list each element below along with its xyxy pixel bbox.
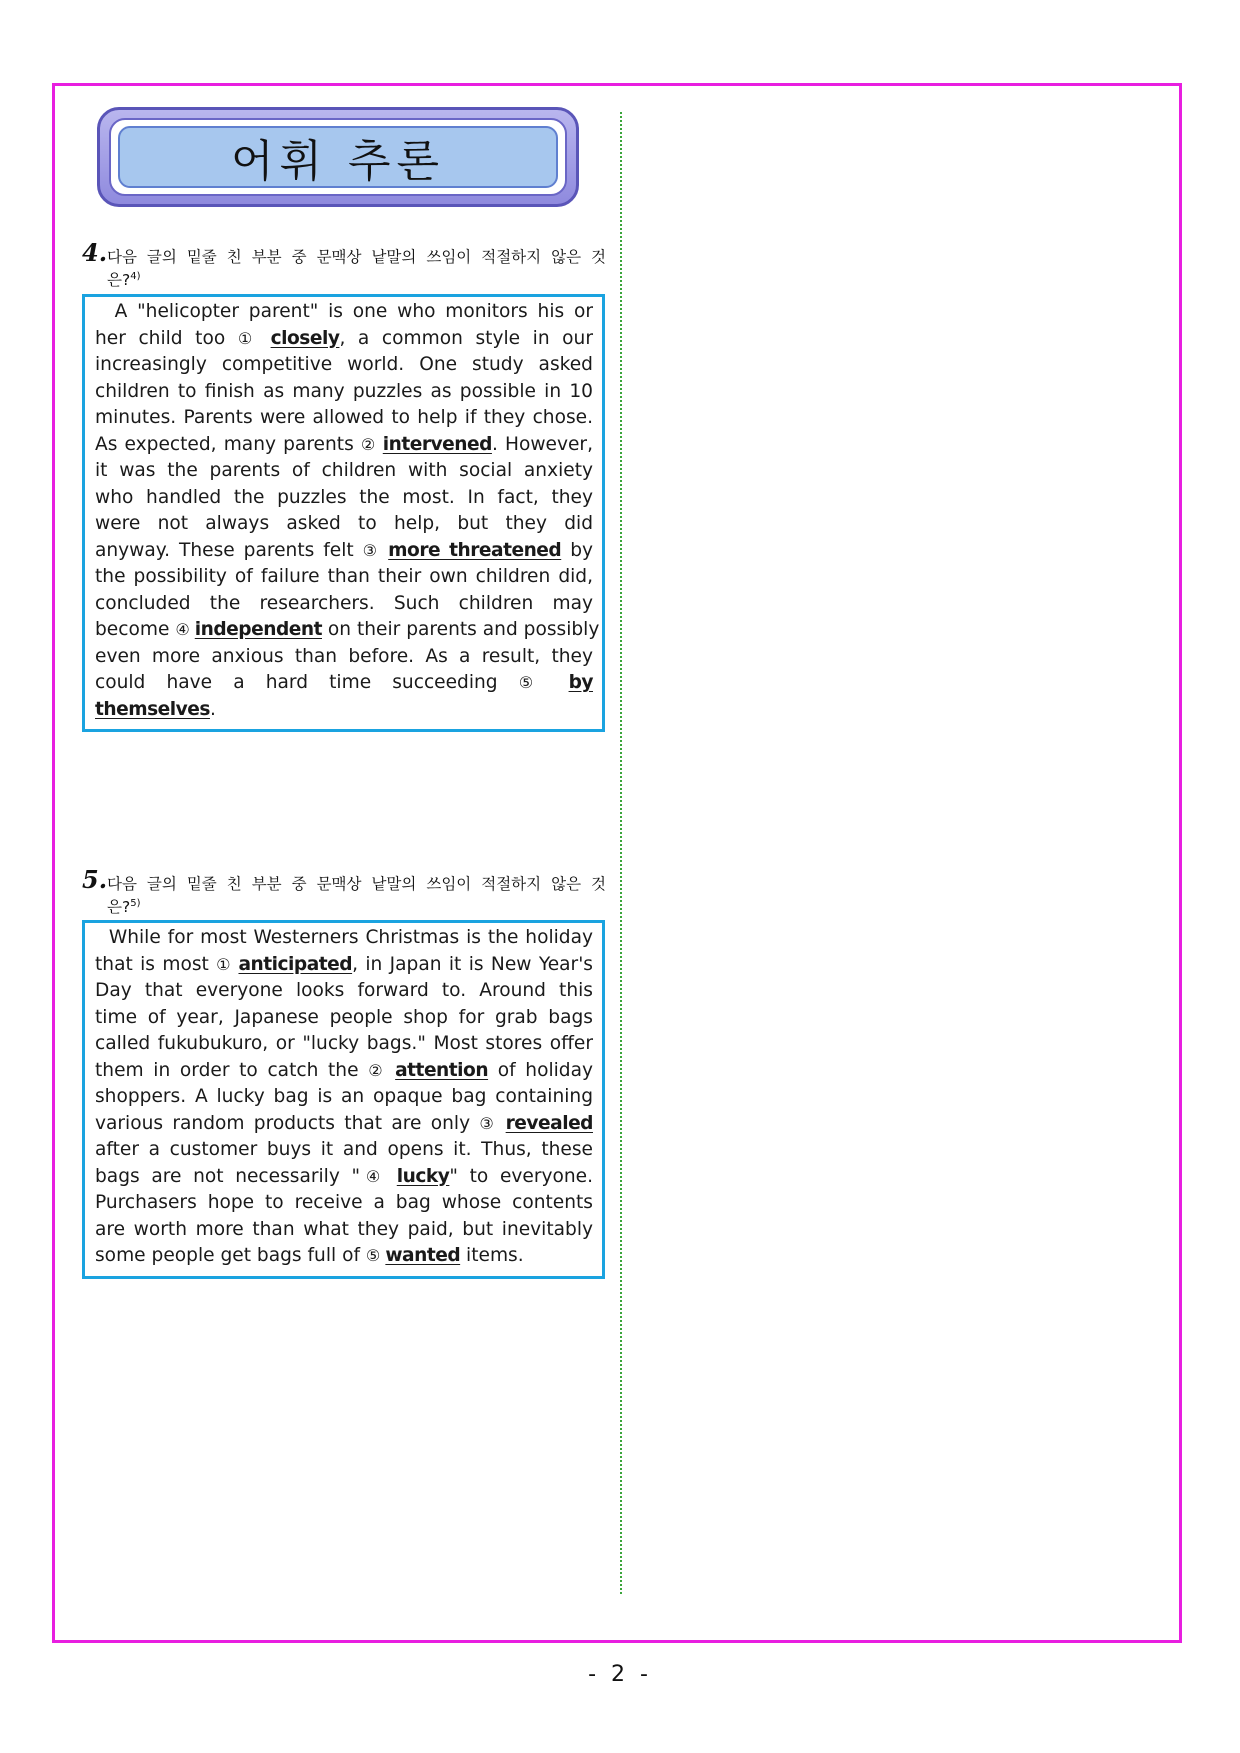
underlined-word: lucky [396, 1165, 450, 1187]
passage-line [95, 326, 593, 353]
passage-text: . [209, 698, 216, 720]
passage-line [95, 1111, 593, 1138]
passage-line [95, 1190, 593, 1217]
passage-text: some people get bags full of [95, 1245, 366, 1266]
choice-marker: ① [237, 328, 271, 348]
passage-line [95, 1005, 593, 1032]
passage-line [95, 617, 600, 644]
passage-text: the possibility of failure than their own children did, [95, 566, 593, 587]
passage-text: shoppers. A lucky bag is an opaque bag containing [95, 1086, 593, 1107]
section-title-badge [97, 107, 579, 207]
passage-text: by [561, 539, 593, 561]
passage-text: As expected, many parents [95, 433, 361, 455]
column-divider [620, 112, 622, 1594]
passage-line [95, 432, 593, 459]
passage-text: various random products that are only [95, 1112, 480, 1134]
passage-line [95, 458, 593, 485]
passage-text: could have a hard time succeeding [95, 672, 519, 693]
passage-line [95, 511, 593, 538]
passage-line [95, 1084, 593, 1111]
passage-text: it was the parents of children with social anxiety [95, 460, 593, 481]
passage-text: were not always asked to help, but they did [95, 513, 593, 534]
underlined-word: revealed [505, 1112, 593, 1134]
choice-marker: ③ [479, 1113, 506, 1133]
passage-line [95, 591, 593, 618]
passage-text: , a common style in our [339, 327, 593, 349]
passage-line [95, 352, 593, 379]
passage-line [95, 538, 593, 565]
underlined-word: anticipated [238, 953, 353, 975]
passage-line [95, 1217, 593, 1244]
passage-line [95, 379, 593, 406]
question-number: 4. [82, 238, 108, 267]
footnote-ref: 4) [130, 271, 141, 282]
passage-text: of holiday [488, 1059, 594, 1081]
underlined-word: intervened [382, 433, 492, 455]
passage-text: time of year, Japanese people shop for grab bags [95, 1006, 593, 1028]
choice-marker: ④ [175, 620, 195, 639]
section-title: 어휘 추론 [230, 136, 445, 187]
passage-line [95, 1164, 593, 1191]
passage-text: " to everyone. [449, 1165, 593, 1187]
passage-text: Purchasers hope to receive a bag whose contents [95, 1192, 593, 1213]
passage-line [95, 564, 593, 591]
underlined-word: more threatened [388, 539, 562, 561]
passage-line [95, 485, 593, 512]
passage-line [95, 925, 593, 952]
passage-text: them in order to catch the [95, 1059, 369, 1081]
question-4-prompt: 4. 다음 글의 밑줄 친 부분 중 문맥상 낱말의 쓰임이 적절하지 않은 것 은?$^{4)}$ [82, 238, 606, 290]
passage-text: become [95, 619, 176, 640]
passage-text: children to finish as many puzzles as possible in 10 [95, 380, 593, 402]
passage-line [95, 1137, 593, 1164]
passage-line [95, 670, 593, 697]
passage-text: her child too [95, 327, 238, 349]
passage-line [95, 952, 593, 979]
passage-line [95, 405, 593, 432]
choice-marker: ② [368, 1060, 396, 1080]
underlined-word: wanted [385, 1245, 461, 1266]
passage-line [95, 1031, 593, 1058]
underlined-word: by [568, 672, 593, 693]
underlined-word: closely [270, 327, 340, 349]
passage-text: bags are not necessarily " [95, 1165, 361, 1187]
passage-line [95, 978, 593, 1005]
underlined-word: attention [395, 1059, 489, 1081]
question-5-prompt: 5. 다음 글의 밑줄 친 부분 중 문맥상 낱말의 쓰임이 적절하지 않은 것 은?$^{5)}$ [82, 865, 606, 917]
page-number: - 2 - [588, 1662, 652, 1687]
passage-text: after a customer buys it and opens it. Thus, these [95, 1139, 593, 1160]
question-4-passage [82, 294, 605, 732]
passage-text: While for most Westerners Christmas is the holiday [95, 927, 593, 948]
passage-text: concluded the researchers. Such children may [95, 592, 593, 614]
underlined-word: independent [194, 619, 322, 640]
passage-text: on their parents and possibly [322, 619, 600, 640]
passage-text: Day that everyone looks forward to. Around this [95, 980, 593, 1001]
footnote-ref: 5) [130, 898, 141, 909]
choice-marker: ⑤ [518, 673, 569, 692]
passage-line [95, 644, 593, 671]
question-number: 5. [82, 865, 108, 894]
choice-marker: ② [360, 434, 383, 454]
passage-text: who handled the puzzles the most. In fact, they [95, 486, 593, 508]
choice-marker: ⑤ [365, 1246, 386, 1265]
passage-text: increasingly competitive world. One study asked [95, 354, 593, 375]
passage-text: called fukubukuro, or "lucky bags." Most stores offer [95, 1033, 593, 1054]
passage-text: that is most [95, 953, 217, 975]
passage-text: even more anxious than before. As a result, they [95, 645, 593, 667]
passage-text: . However, [491, 433, 593, 455]
passage-text: anyway. These parents felt [95, 539, 363, 561]
passage-text: items. [460, 1245, 524, 1266]
passage-text: A "helicopter parent" is one who monitors his or [95, 301, 593, 322]
choice-marker: ③ [362, 540, 389, 560]
choice-marker: ④ [360, 1166, 397, 1186]
passage-text: are worth more than what they paid, but inevitably [95, 1218, 593, 1240]
choice-marker: ① [216, 954, 239, 974]
passage-line [95, 1243, 593, 1270]
passage-text: minutes. Parents were allowed to help if they chose. [95, 407, 593, 428]
passage-line [95, 1058, 593, 1085]
underlined-word: themselves [95, 698, 210, 720]
question-5-passage [82, 920, 605, 1279]
passage-line [95, 299, 593, 326]
passage-line [95, 697, 593, 724]
passage-text: , in Japan it is New Year's [352, 953, 593, 975]
